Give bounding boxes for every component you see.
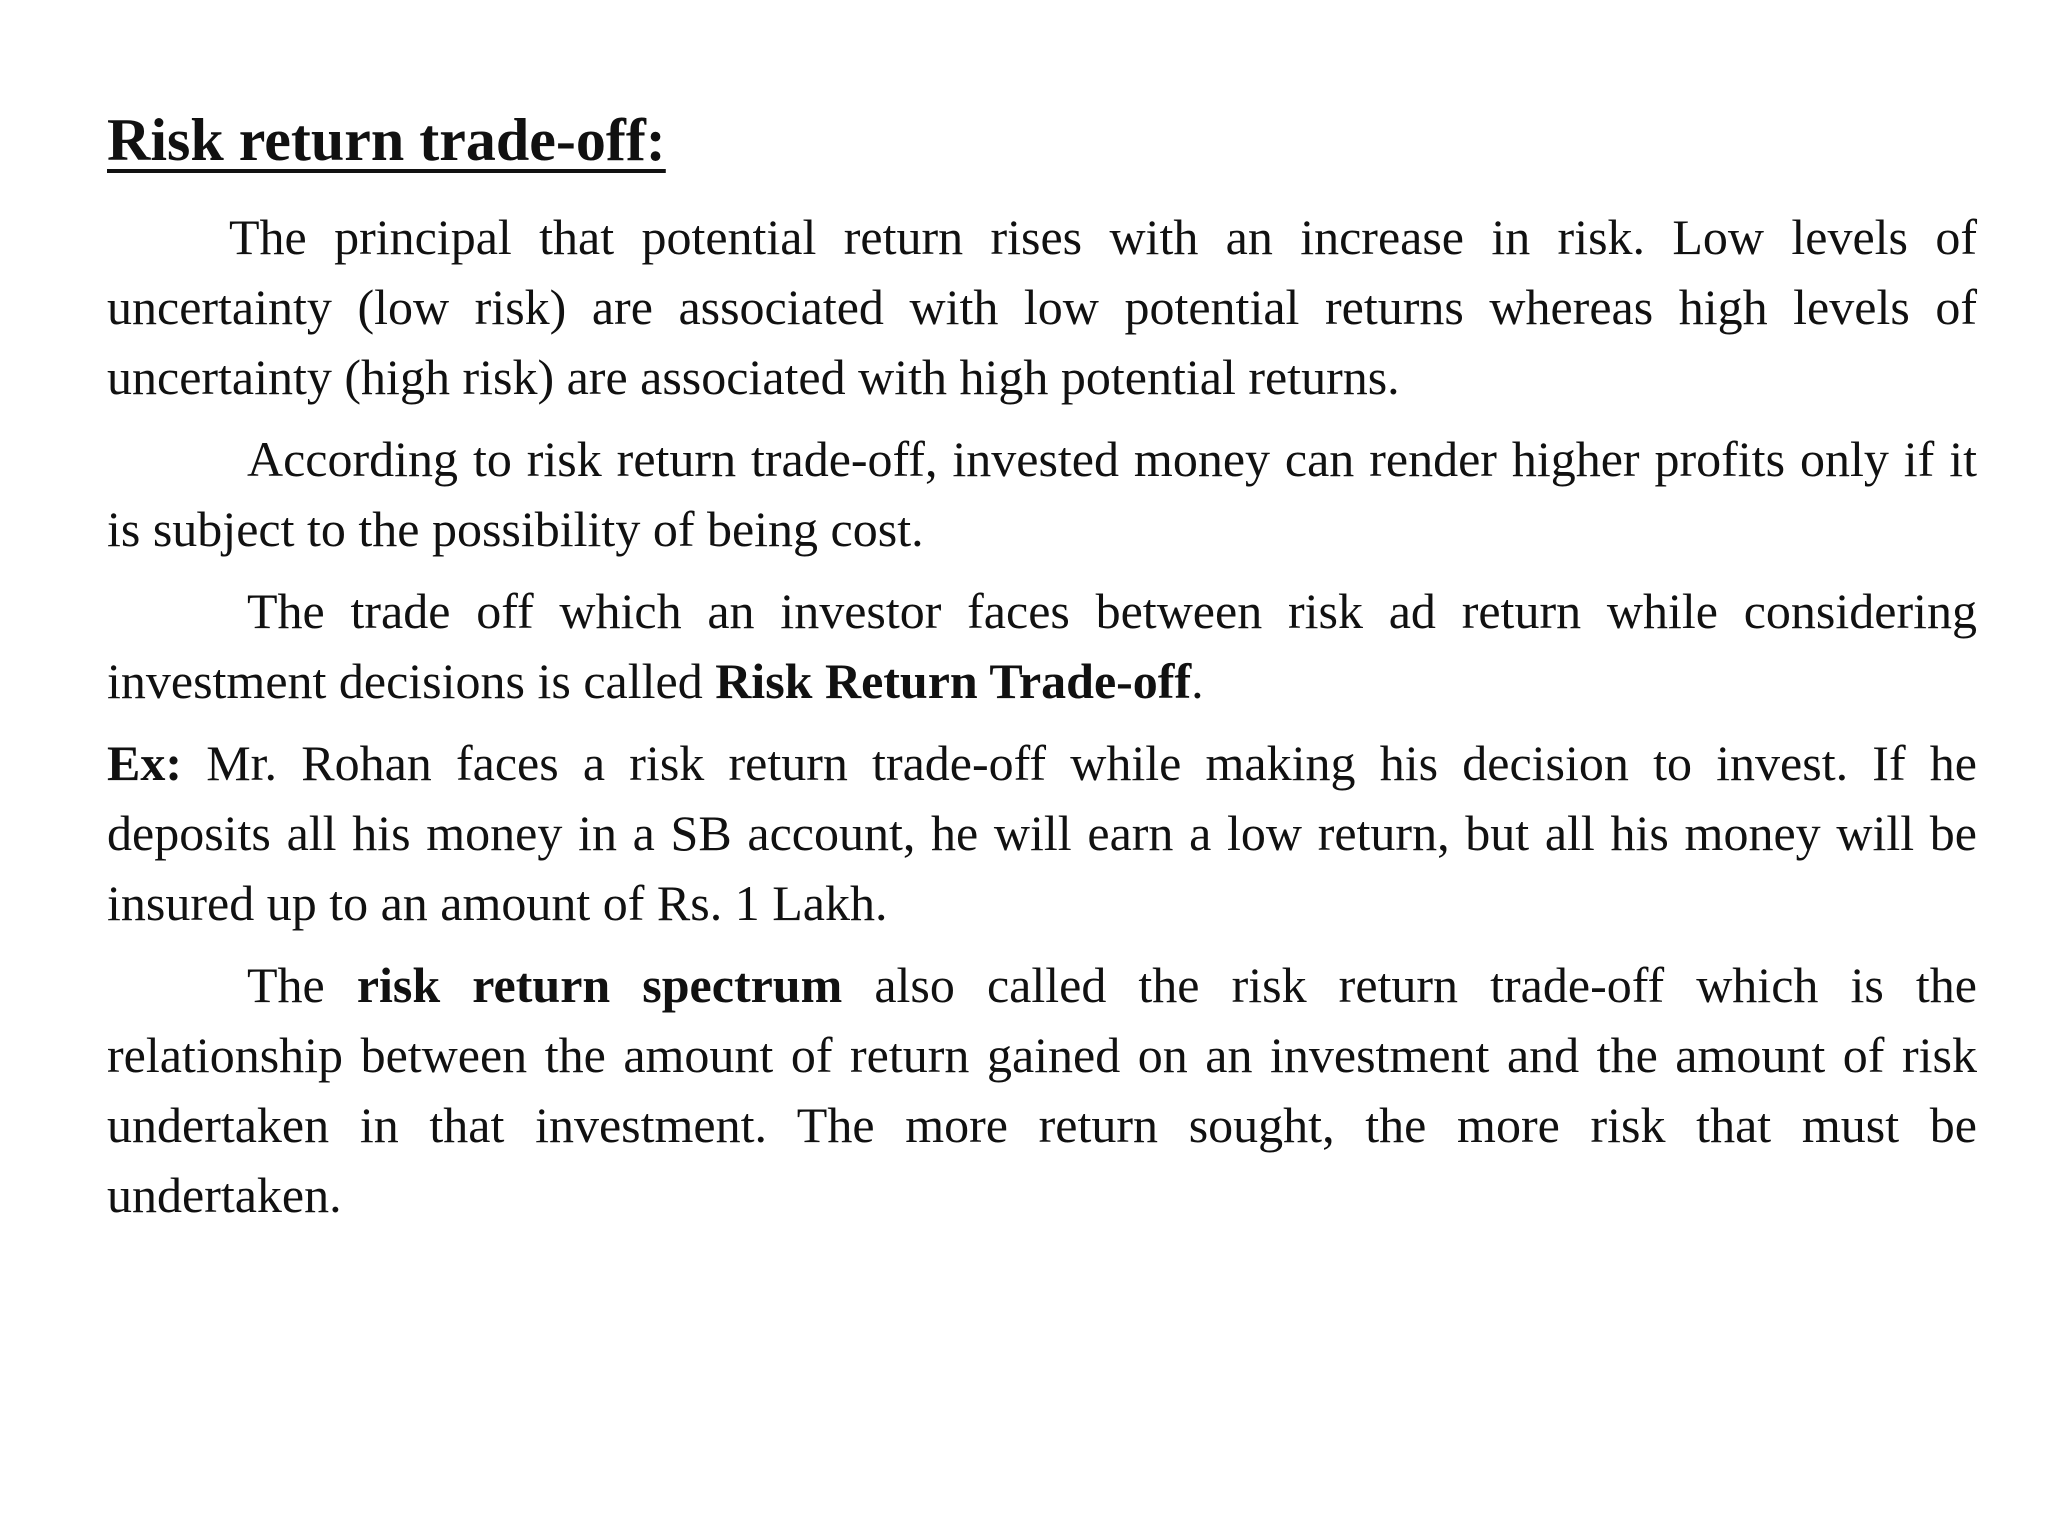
paragraph-example	[107, 728, 1977, 938]
paragraph-text: also called the risk return trade-off which is the relationship between the amount of return gained on an investment and the amount of risk undertaken in that investment. The more return sought, the more risk that must be undertaken.	[107, 957, 1977, 1223]
paragraph-investor-tradeoff	[107, 576, 1977, 716]
bold-term: Risk Return Trade-off	[715, 653, 1192, 709]
paragraph-text: Mr. Rohan faces a risk return trade-off while making his decision to invest. If he deposits all his money in a SB account, he will earn a low return, but all his money will be insured up to an amount of Rs. 1 Lakh.	[107, 735, 1977, 931]
paragraph-text: The trade off which an investor faces between risk ad return while considering investment decisions is called	[107, 583, 1977, 709]
paragraph-spectrum	[107, 950, 1977, 1230]
paragraph-text: The	[247, 957, 357, 1013]
slide-title: Risk return trade-off:	[107, 107, 666, 173]
paragraph-text: .	[1191, 653, 1204, 709]
paragraph-invested-money: According to risk return trade-off, invested money can render higher profits only if it is subject to the possibility of being cost.	[107, 431, 1977, 557]
slide-content	[107, 100, 1977, 1242]
example-label: Ex:	[107, 735, 182, 791]
bold-term: risk return spectrum	[356, 957, 843, 1013]
paragraph-definition: The principal that potential return rises with an increase in risk. Low levels of uncertainty (low risk) are associated with low potential returns whereas high levels of uncertainty (high risk) are associated with high potential returns.	[107, 209, 1977, 405]
